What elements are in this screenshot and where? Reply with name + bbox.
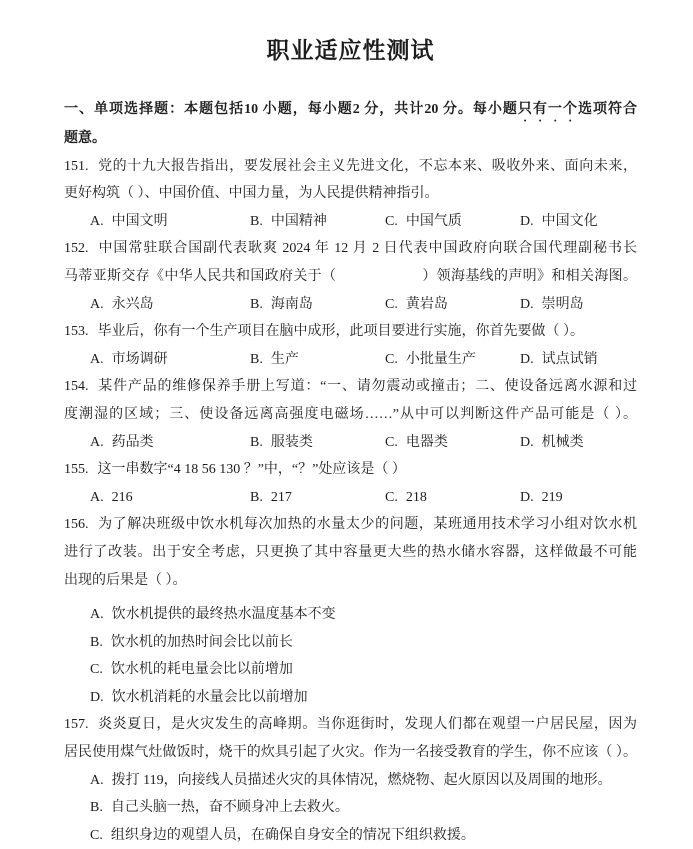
- question-152: [64, 235, 637, 318]
- option-text: 中国精神: [270, 213, 327, 229]
- section-header-line1: [64, 96, 637, 125]
- option-label: D.: [520, 489, 534, 505]
- option-label: A.: [90, 489, 104, 505]
- question-text: 毕业后，你有一个生产项目在脑中成形，此项目要进行实施，你首先要做（ ）。: [97, 324, 584, 340]
- question-number: 157.: [64, 717, 89, 733]
- option-d: [64, 684, 637, 712]
- option-a: [90, 291, 250, 319]
- question-text: 马蒂亚斯交存《中华人民共和国政府关于（ ）领海基线的声明》和相关海图。: [64, 268, 637, 284]
- question-text-line: [64, 180, 637, 208]
- question-151: [64, 153, 637, 236]
- option-label: C.: [385, 213, 398, 229]
- question-text: 党的十九大报告指出，要发展社会主义先进文化，不忘本来、吸收外来、面向未来，: [97, 158, 637, 174]
- options-row: [64, 484, 637, 512]
- option-c: [385, 208, 520, 236]
- option-a: [90, 208, 250, 236]
- option-text: 小批量生产: [405, 351, 476, 367]
- option-text: 饮水机的加热时间会比以前长: [110, 634, 293, 650]
- option-d: [520, 429, 637, 457]
- option-label: A.: [90, 296, 104, 312]
- option-text: 拨打 119，向接线人员描述火灾的具体情况，燃烧物、起火原因以及周围的地形。: [111, 772, 612, 788]
- option-a: [64, 767, 637, 795]
- option-a: [64, 601, 637, 629]
- options-stacked: [64, 601, 637, 711]
- option-text: 试点试销: [541, 351, 598, 367]
- option-text: 自己头脑一热，奋不顾身冲上去救火。: [110, 800, 349, 816]
- option-text: 永兴岛: [111, 296, 154, 312]
- option-label: D.: [520, 434, 534, 450]
- option-d: [520, 208, 637, 236]
- question-155: [64, 456, 637, 511]
- question-text: 这一串数字“4 18 56 130 ？”中，“？”处应该是（ ）: [97, 462, 406, 478]
- question-text-line: [64, 401, 637, 429]
- question-text-line: [64, 511, 637, 539]
- question-text-line: [64, 739, 637, 767]
- option-text: 电器类: [405, 434, 448, 450]
- option-label: B.: [250, 213, 263, 229]
- option-a: [90, 484, 250, 512]
- option-b: [250, 484, 385, 512]
- question-text-line: [64, 263, 637, 291]
- option-a: [90, 429, 250, 457]
- question-text-line: [64, 567, 637, 595]
- questions: [64, 153, 637, 849]
- page-title: 职业适应性测试: [266, 38, 435, 63]
- option-text: 崇明岛: [541, 296, 584, 312]
- option-b: [64, 629, 637, 657]
- option-text: 饮水机的耗电量会比以前增加: [110, 662, 293, 678]
- option-label: B.: [90, 800, 103, 816]
- question-text: 炎炎夏日，是火灾发生的高峰期。当你逛街时，发现人们都在观望一户居民屋，因为: [97, 717, 637, 733]
- option-label: C.: [385, 489, 398, 505]
- section-header-post: 选项符合: [577, 102, 638, 117]
- option-text: 组织身边的观望人员，在确保自身安全的情况下组织救援。: [110, 827, 475, 843]
- option-label: C.: [90, 662, 103, 678]
- section-header-emphasis: 只有一个: [517, 102, 578, 117]
- question-text: 进行了改装。出于安全考虑，只更换了其中容量更大些的热水储水容器，这样做最不可能: [64, 544, 637, 560]
- option-label: D.: [520, 296, 534, 312]
- option-text: 生产: [270, 351, 299, 367]
- option-label: D.: [520, 351, 534, 367]
- option-text: 中国文化: [541, 213, 598, 229]
- options-row: [64, 291, 637, 319]
- option-c: [385, 346, 520, 374]
- question-number: 153.: [64, 324, 89, 340]
- option-text: 中国气质: [405, 213, 462, 229]
- option-b: [250, 429, 385, 457]
- question-text-line: [64, 153, 637, 181]
- option-text: 217: [270, 489, 292, 505]
- question-number: 154.: [64, 379, 89, 395]
- option-label: C.: [385, 296, 398, 312]
- option-text: 218: [405, 489, 427, 505]
- option-label: D.: [90, 689, 104, 705]
- option-label: B.: [90, 634, 103, 650]
- option-a: [90, 346, 250, 374]
- option-label: C.: [385, 434, 398, 450]
- option-label: A.: [90, 772, 104, 788]
- question-text: 为了解决班级中饮水机每次加热的水量太少的问题，某班通用技术学习小组对饮水机: [97, 517, 637, 533]
- options-row: [64, 208, 637, 236]
- option-label: A.: [90, 351, 104, 367]
- option-text: 海南岛: [270, 296, 313, 312]
- section-header-pre: 一、单项选择题：本题包括10 小题，每小题2 分，共计20 分。每小题: [64, 102, 518, 117]
- option-label: B.: [250, 351, 263, 367]
- question-text: 度潮湿的区域；三、使设备远离高强度电磁场……”从中可以判断这件产品可能是（ ）。: [64, 406, 637, 422]
- question-text-line: [64, 235, 637, 263]
- question-text: 出现的后果是（ ）。: [64, 572, 187, 588]
- option-label: A.: [90, 607, 104, 623]
- question-number: 155.: [64, 462, 89, 478]
- option-text: 饮水机提供的最终热水温度基本不变: [111, 607, 336, 623]
- option-b: [64, 794, 637, 822]
- option-text: 药品类: [111, 434, 154, 450]
- option-c: [385, 484, 520, 512]
- option-label: A.: [90, 434, 104, 450]
- option-label: C.: [90, 827, 103, 843]
- question-text: 居民使用煤气灶做饭时，烧干的炊具引起了火灾。作为一名接受教育的学生，你不应该（ ）。: [64, 745, 637, 761]
- option-text: 服装类: [270, 434, 313, 450]
- option-label: B.: [250, 434, 263, 450]
- question-number: 151.: [64, 158, 89, 174]
- question-number: 156.: [64, 517, 89, 533]
- question-157: [64, 711, 637, 849]
- option-label: B.: [250, 296, 263, 312]
- options-row: [64, 346, 637, 374]
- option-b: [250, 346, 385, 374]
- option-text: 216: [111, 489, 133, 505]
- option-label: C.: [385, 351, 398, 367]
- options-row: [64, 429, 637, 457]
- options-stacked: [64, 767, 637, 849]
- question-text: 某件产品的维修保养手册上写道：“一、请勿震动或撞击；二、使设备远离水源和过: [97, 379, 637, 395]
- question-text: 更好构筑（ ）、中国价值、中国力量，为人民提供精神指引。: [64, 186, 439, 202]
- question-153: [64, 318, 637, 373]
- option-d: [520, 484, 637, 512]
- option-c: [385, 291, 520, 319]
- question-154: [64, 373, 637, 456]
- section-header-line2: 题意。: [64, 131, 106, 146]
- option-c: [64, 656, 637, 684]
- question-text-line: [64, 539, 637, 567]
- option-b: [250, 291, 385, 319]
- question-156: [64, 511, 637, 711]
- question-text-line: [64, 373, 637, 401]
- option-c: [385, 429, 520, 457]
- option-d: [520, 346, 637, 374]
- option-d: [520, 291, 637, 319]
- option-label: B.: [250, 489, 263, 505]
- question-text-line: [64, 456, 637, 484]
- option-label: D.: [520, 213, 534, 229]
- option-text: 中国文明: [111, 213, 168, 229]
- option-text: 机械类: [541, 434, 584, 450]
- option-text: 饮水机消耗的水量会比以前增加: [111, 689, 308, 705]
- question-text: 中国常驻联合国副代表耿爽 2024 年 12 月 2 日代表中国政府向联合国代理副秘书长: [97, 241, 637, 257]
- option-label: A.: [90, 213, 104, 229]
- question-text-line: [64, 711, 637, 739]
- option-b: [250, 208, 385, 236]
- option-text: 219: [541, 489, 563, 505]
- question-number: 152.: [64, 241, 89, 257]
- option-text: 市场调研: [111, 351, 168, 367]
- option-text: 黄岩岛: [405, 296, 448, 312]
- question-text-line: [64, 318, 637, 346]
